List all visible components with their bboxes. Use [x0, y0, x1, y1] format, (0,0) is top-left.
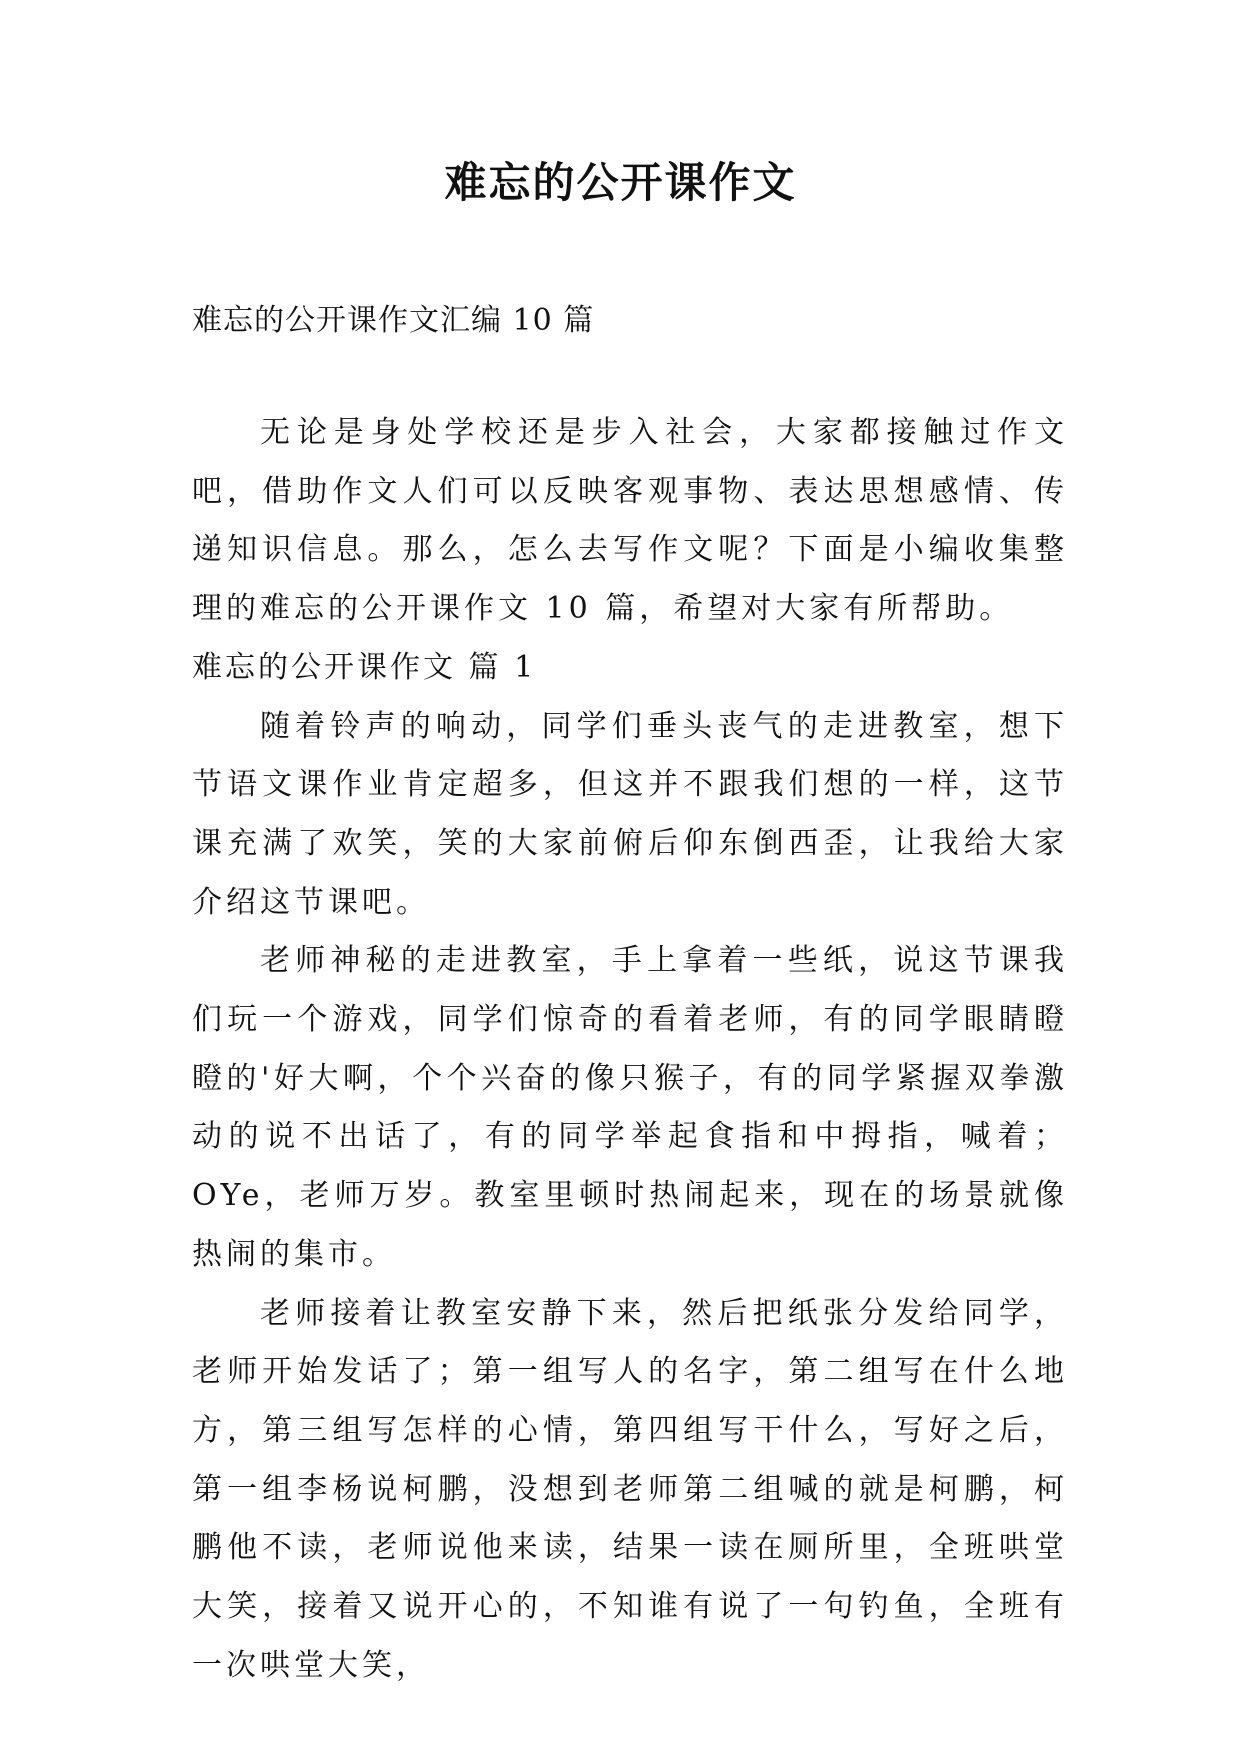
body-paragraph: 随着铃声的响动，同学们垂头丧气的走进教室，想下节语文课作业肯定超多，但这并不跟我们想的一样，这节课充满了欢笑，笑的大家前俯后仰东倒西歪，让我给大家介绍这节课吧。 — [192, 708, 1068, 920]
document-title: 难忘的公开课作文 — [444, 158, 797, 207]
body-paragraph: 老师神秘的走进教室，手上拿着一些纸，说这节课我们玩一个游戏，同学们惊奇的看着老师，有的同学眼睛瞪瞪的'好大啊，个个兴奋的像只猴子，有的同学紧握双拳激动的说不出话了，有的同学举起食指和中拇指，喊着；OYe，老师万岁。教室里顿时热闹起来，现在的场景就像热闹的集市。 — [192, 943, 1068, 1272]
body-paragraph: 老师接着让教室安静下来，然后把纸张分发给同学，老师开始发话了；第一组写人的名字，第二组写在什么地方，第三组写怎样的心情，第四组写干什么，写好之后，第一组李杨说柯鹏，没想到老师第二组喊的就是柯鹏，柯鹏他不读，老师说他来读，结果一读在厕所里，全班哄堂大笑，接着又说开心的，不知谁有说了一句钓鱼，全班有一次哄堂大笑， — [192, 1295, 1068, 1683]
intro-paragraph: 无论是身处学校还是步入社会，大家都接触过作文吧，借助作文人们可以反映客观事物、表达思想感情、传递知识信息。那么，怎么去写作文呢？下面是小编收集整理的难忘的公开课作文 10 篇，希望对大家有所帮助。 — [192, 415, 1068, 627]
document-body — [192, 404, 1068, 1695]
document-subtitle: 难忘的公开课作文汇编 10 篇 — [192, 303, 595, 338]
section-heading: 难忘的公开课作文 篇 1 — [192, 649, 537, 685]
